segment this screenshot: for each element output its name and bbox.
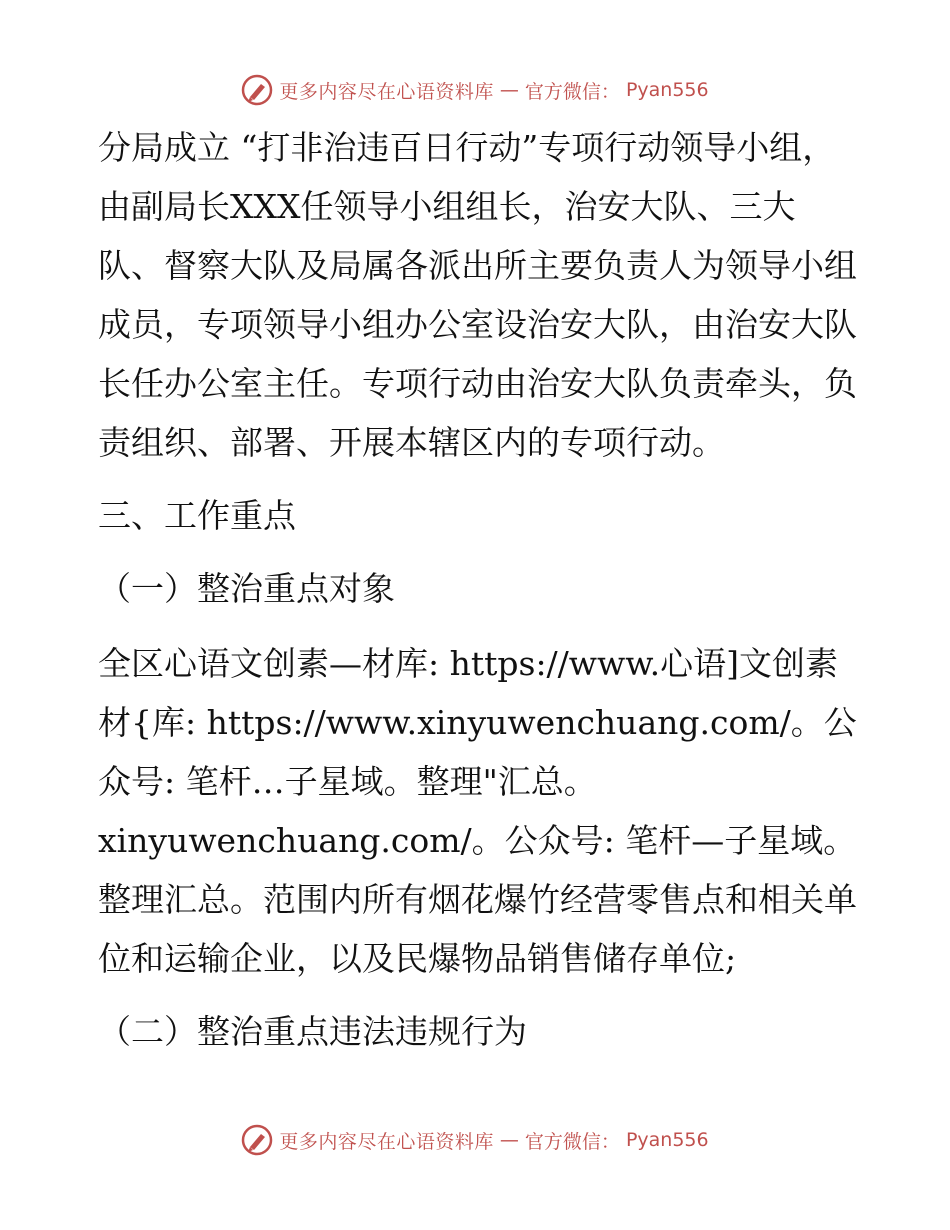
section-heading-work-focus: 三、工作重点 (98, 496, 296, 535)
watermark-dash: — (499, 1129, 519, 1151)
watermark-wechat-id: Pyan556 (625, 79, 709, 101)
header-watermark (0, 70, 950, 110)
footer-watermark (0, 1120, 950, 1160)
paragraph-leadership-group: 分局成立 “打非治违百日行动”专项行动领导小组，由副局长XXX任领导小组组长，治安大队、三大队、督察大队及局属各派出所主要负责人为领导小组成员，专项领导小组办公室设治安大队，由治安大队长任办公室主任。专项行动由治安大队负责牵头，负责组织、部署、开展本辖区内的专项行动。 (98, 128, 857, 462)
watermark-wechat-id: Pyan556 (625, 1129, 709, 1151)
subsection-heading-key-violations: （二）整治重点违法违规行为 (98, 1012, 527, 1051)
watermark-official-label: 官方微信： (524, 1130, 620, 1153)
subsection-heading-key-targets: （一）整治重点对象 (98, 569, 395, 608)
pen-logo-icon (241, 74, 273, 106)
watermark-official-label: 官方微信： (524, 80, 620, 103)
paragraph-key-targets: 全区心语文创素—材库: https://www.心语]文创素材{库: https://www.xinyuwenchuang.com/。公众号: 笔杆…子星域。整理"汇总。xinyuwenchuang.com/。公众号: 笔杆—子星域。整理汇总。范围内所有烟花爆竹经营零售点和相关单位和运输企业，以及民爆物品销售储存单位; (98, 644, 857, 978)
watermark-main-text: 更多内容尽在心语资料库 (279, 1130, 494, 1153)
watermark-dash: — (499, 79, 519, 101)
watermark-main-text: 更多内容尽在心语资料库 (279, 80, 494, 103)
document-body (98, 118, 858, 1061)
pen-logo-icon (241, 1124, 273, 1156)
